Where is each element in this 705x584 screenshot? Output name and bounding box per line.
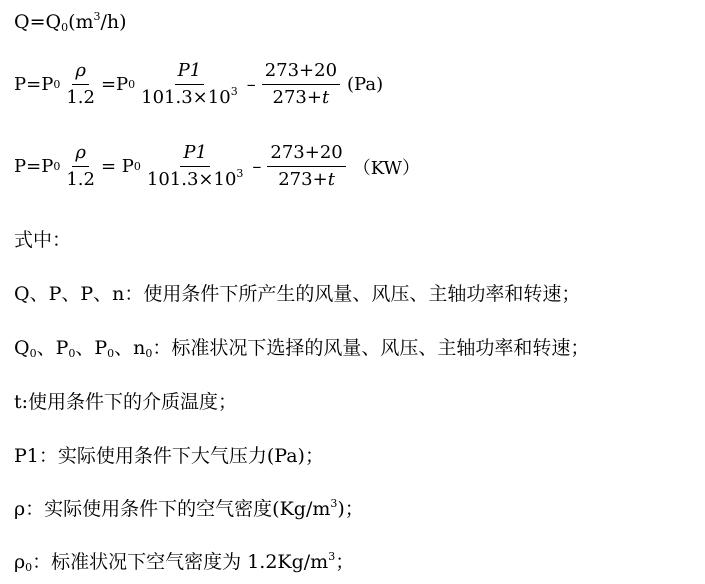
fraction-rho [63,142,98,191]
numerator: ρ [72,60,89,85]
formula-airflow [14,10,127,34]
superscript: 3 [230,85,238,98]
definition-standard [14,336,589,360]
formula-pressure: P=P 0 $\frac{\rho}{1.2}$ =P 0 $\frac{P1}{101.3\times 10^3}$ – $\frac{273+20}{273+t}$ (Pa) [14,60,384,108]
definition-temperature: t:使用条件下的介质温度； [14,391,238,413]
definition-text: ； [335,551,355,573]
operator: – [252,156,262,177]
superscript: 3 [236,167,244,180]
definition-text: )； [337,498,364,520]
subscript: 0 [29,347,37,360]
numerator: 273+20 [262,60,340,85]
variable: 、P [36,337,69,359]
numerator: P1 [180,142,210,167]
unit-text: （KW） [352,157,421,179]
fraction-temperature [262,60,340,109]
definition-text: ρ：实际使用条件下的空气密度(Kg/m [14,498,331,520]
variable: ρ [14,551,26,573]
denominator: 1.2 [66,87,95,108]
subscript: 0 [25,561,33,574]
formula-text: P=P [14,74,54,95]
denominator: 1.2 [66,169,95,190]
definition-standard-density [14,550,354,574]
subscript: 0 [107,347,115,360]
unit-text: /h) [100,11,127,33]
superscript: 3 [93,10,101,23]
unit-text: (Pa) [347,74,384,95]
fraction-temperature [267,142,345,191]
definition-text: ：标准状况下空气密度为 1.2Kg/m [32,551,329,573]
numerator: ρ [72,142,89,167]
fraction-pressure [138,60,241,109]
subscript: 0 [145,347,153,360]
variable: 、P [75,337,108,359]
variable: t [321,87,330,108]
formula-text: =P [100,74,129,95]
superscript: 3 [328,550,336,563]
subscript: 0 [68,347,76,360]
subscript: 0 [61,21,69,34]
denominator [275,167,338,191]
definition-actual: Q、P、P、n：使用条件下所产生的风量、风压、主轴功率和转速； [14,283,581,305]
variable: 、n [114,337,146,359]
variable: t [327,169,335,190]
unit-text: (m [68,11,94,33]
fraction-pressure [144,142,247,191]
denominator-text: 101.3×10 [146,169,237,190]
formula-text: = P [100,156,134,177]
variable: Q [14,337,30,359]
superscript: 3 [330,497,338,510]
denominator-text: 101.3×10 [141,87,231,108]
definition-air-density [14,497,364,521]
numerator: 273+20 [267,142,345,167]
numerator: P1 [175,60,205,85]
formula-power: P=P 0 $\frac{\rho}{1.2}$ = P 0 $\frac{P1}{101.3\times 10^3}$ – $\frac{273+20}{273+t}$ （KW） [14,142,421,190]
definition-text: ：标准状况下选择的风量、风压、主轴功率和转速； [152,337,590,359]
fraction-rho [63,60,98,109]
formula-text: P=P [14,156,54,177]
formula-text: Q=Q [14,11,62,33]
denominator [270,85,333,109]
definition-atmospheric-pressure: P1：实际使用条件下大气压力(Pa)； [14,445,324,467]
denominator [144,167,247,191]
operator: – [246,74,256,95]
denominator-text: 273+ [278,169,328,190]
denominator [138,85,241,109]
denominator-text: 273+ [272,87,322,108]
section-heading: 式中： [14,229,72,251]
